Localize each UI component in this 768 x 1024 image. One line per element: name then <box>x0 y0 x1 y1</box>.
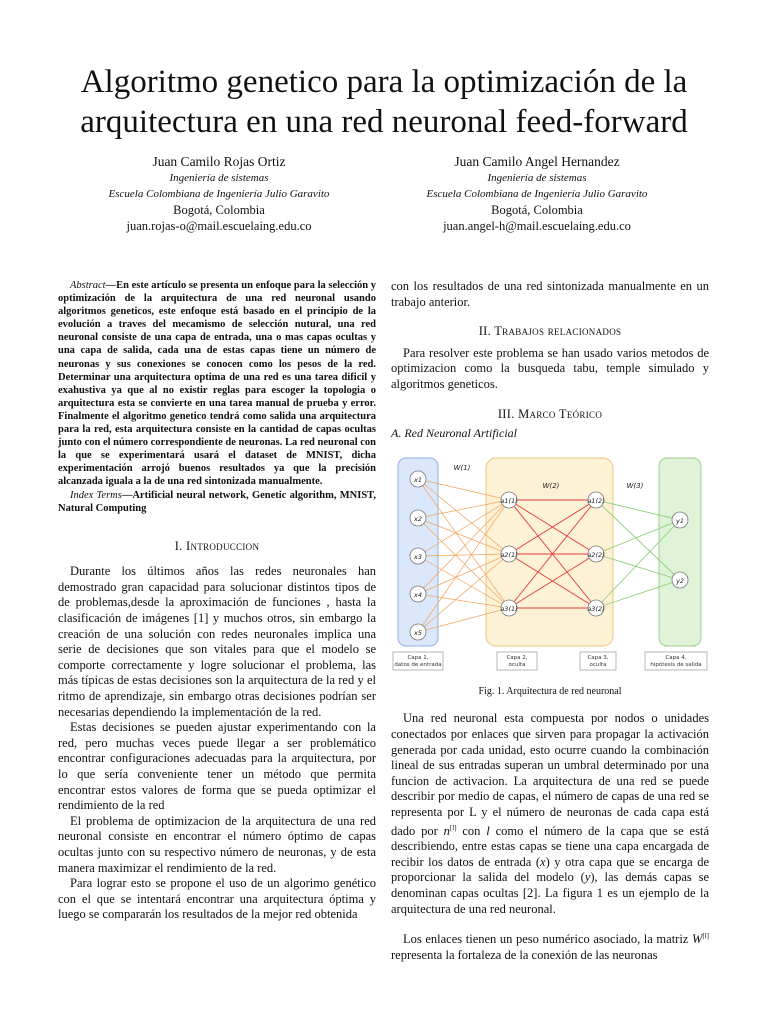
layer-label-text: datos de entrada <box>394 661 442 668</box>
index-terms <box>58 489 376 515</box>
author-block-1 <box>54 154 384 234</box>
ann-paragraph-2 <box>391 929 709 963</box>
author-block-2 <box>372 154 702 234</box>
output-node-label: y2 <box>676 576 684 585</box>
input-node-label: x5 <box>414 628 422 637</box>
abstract <box>58 279 376 489</box>
left-column <box>58 279 376 923</box>
paper-title: Algoritmo genetico para la optimización de la arquitectura en una red neuronal feed-forward <box>80 64 688 140</box>
text-run: ), las demás capas se denominan capas ocultas [2]. La figura 1 es un ejemplo de la arquitectura de una red neuronal. <box>391 870 709 916</box>
section-heading-marco: III. Marco Teórico <box>497 406 603 421</box>
author-email: juan.rojas-o@mail.escuelaing.edu.co <box>126 219 312 233</box>
neural-network-diagram <box>391 448 711 680</box>
section-heading-introduccion: I. Introduccion <box>174 538 260 553</box>
hidden1-node-label: a1(1) <box>500 496 518 505</box>
figure-neural-network <box>391 448 711 680</box>
text-run: representa la fortaleza de la conexión de las neuronas <box>391 947 658 962</box>
author-dept: Ingeniería de sistemas <box>487 172 587 184</box>
intro-continuation: con los resultados de una red sintonizada manualmente en un trabajo anterior. <box>391 279 709 309</box>
intro-paragraph-4: Para lograr esto se propone el uso de un algorimo genético con el que se intentará encontrar una arquitectura óptima y luego se compararán los resultados de la mejor red obtenida <box>58 876 376 922</box>
index-terms-label: Index Terms <box>70 489 122 501</box>
hidden2-node-label: a1(2) <box>587 496 605 505</box>
hidden2-node-label: a2(2) <box>587 550 605 559</box>
related-paragraph: Para resolver este problema se han usado varios metodos de optimizacion como la busqueda tabu, temple simulado y algoritmos geneticos. <box>391 345 709 391</box>
text-run: Los enlaces tienen un peso numérico asociado, la matriz <box>403 932 692 947</box>
figure-caption: Fig. 1. Arquitectura de red neuronal <box>478 685 622 697</box>
layer-label-text: hipótesis de salida <box>650 661 702 668</box>
weight-label: W(1) <box>453 463 471 472</box>
layer-label-text: Capa 2, <box>506 654 528 661</box>
input-node-label: x2 <box>414 514 422 523</box>
text-run: ) y otra capa que se encarga de proporcionar la salida del modelo ( <box>391 854 709 885</box>
author-org: Escuela Colombiana de Ingeniería Julio Garavito <box>426 188 648 200</box>
author-dept: Ingeniería de sistemas <box>169 172 269 184</box>
symbol-W: W <box>691 932 703 947</box>
text-run: Una red neuronal esta compuesta por nodos o unidades conectados por enlaces que sirven para propagar la activación generada por cada unidad, esto ocurre cuando la combinación lineal de sus entradas superan un umbral determinado por una funcion de activacion. La arquitectura de una red se puede describir por medio de capas, el número de capas de una red se representa por L y el número de neuronas de cada capa está dado por <box>391 711 709 838</box>
layer-label-text: Capa 4, <box>665 654 687 661</box>
layer-label-text: oculta <box>508 661 526 668</box>
author-email: juan.angel-h@mail.escuelaing.edu.co <box>443 219 631 233</box>
symbol-n: n <box>443 823 450 838</box>
symbol-y: y <box>584 870 591 885</box>
symbol-layer-index: [l] <box>449 823 457 832</box>
text-run: con <box>456 823 487 838</box>
abstract-label: Abstract <box>70 280 106 291</box>
input-node-label: x4 <box>414 590 422 599</box>
author-city: Bogotá, Colombia <box>173 203 265 217</box>
output-node-label: y1 <box>676 516 684 525</box>
abstract-text: —En este artículo se presenta un enfoque para la selección y optimización de la arquitectura de una red neuronal usando algoritmos geneticos, este enfoque está basado en el principio de la evolución a traves del mecamismo de selección nutural, una red neuronal consiste de una capa de entrada, una o mas capas ocultas y una capa de salida, cada una de estas capas tiene un número de neuronas y sus conexiones se conocen como los pesos de la red. Determinar una arquitectura optima de una red es una tarea dificil y exahustiva ya que al no existir reglas para escoger la topologia o arquitectura esta se convierte en una tarea manual de prueba y error. Finalmente el algoritmo genetico tendrá como salida una arquitectura para la red, esta arquitectura consiste en la cantidad de capas ocultas junto con el número correspondiente de neuronas. La red neuronal con la que se experimentará usará el dataset de MNIST, dicha experimentación arrojó buenos resultados ya que la precisión alcanzada iguala a la de una red sintonizada manualmente. <box>58 280 376 488</box>
intro-paragraph-1: Durante los últimos años las redes neuronales han demostrado gran capacidad para solucionar distintos tipos de de problemas,desde la aproximación de funciones , hasta la clasificación de imágenes [1] y muchos otros, sin embargo la creación de una solución con redes neuronales implica una serie de decisiones que son vitales para que el modelo se comporte correctamente y logre solucionar el problema, las más típicas de estas decisiones son la arquitectura de la red y el ritmo de aprendizaje, sin embargo otras decisiones podrían ser necesarias dependiendo la implementación de la red. <box>58 564 376 719</box>
author-name: Juan Camilo Rojas Ortiz <box>152 154 286 169</box>
weight-label: W(2) <box>542 481 560 490</box>
symbol-l: l <box>486 823 490 838</box>
output-layer-box <box>659 458 701 646</box>
hidden2-node-label: a3(2) <box>587 604 605 613</box>
symbol-layer-index: [l] <box>702 932 709 941</box>
right-column <box>391 279 709 964</box>
author-city: Bogotá, Colombia <box>491 203 583 217</box>
layer-label-text: oculta <box>589 661 607 668</box>
layer-label-text: Capa 3, <box>587 654 609 661</box>
author-org: Escuela Colombiana de Ingeniería Julio Garavito <box>108 188 330 200</box>
intro-paragraph-2: Estas decisiones se pueden ajustar experimentando con la red, pero muchas veces puede llegar a ser problemático encontrar configuraciones adecuadas para la arquitectura, por lo que sería conveniente tener un método que permita encontrar estos valores de forma que se pueda optimizar el rendimiento de la red <box>58 720 376 813</box>
subsection-heading: A. Red Neuronal Artificial <box>391 426 517 441</box>
symbol-x: x <box>540 854 546 869</box>
author-name: Juan Camilo Angel Hernandez <box>454 154 620 169</box>
layer-label-text: Capa 1, <box>407 654 429 661</box>
intro-paragraph-3: El problema de optimizacion de la arquitectura de una red neuronal consiste en encontrar el número óptimo de capas ocultas junto con su respectivo número de neuronas, y de esta manera maximizar el rendimiento de la red. <box>58 813 376 875</box>
hidden1-node-label: a3(1) <box>500 604 518 613</box>
input-node-label: x1 <box>414 475 422 484</box>
text-run: como el número de la capa que se está describiendo, entre estas capas se tiene una capa encargada de recibir los datos de entrada ( <box>391 823 709 869</box>
section-heading-trabajos: II. Trabajos relacionados <box>478 324 622 339</box>
hidden1-node-label: a2(1) <box>500 550 518 559</box>
weight-label: W(3) <box>626 481 644 490</box>
index-terms-text: —Artificial neural network, Genetic algorithm, MNIST, Natural Computing <box>58 489 377 514</box>
input-node-label: x3 <box>414 552 422 561</box>
ann-paragraph-1 <box>391 711 709 917</box>
